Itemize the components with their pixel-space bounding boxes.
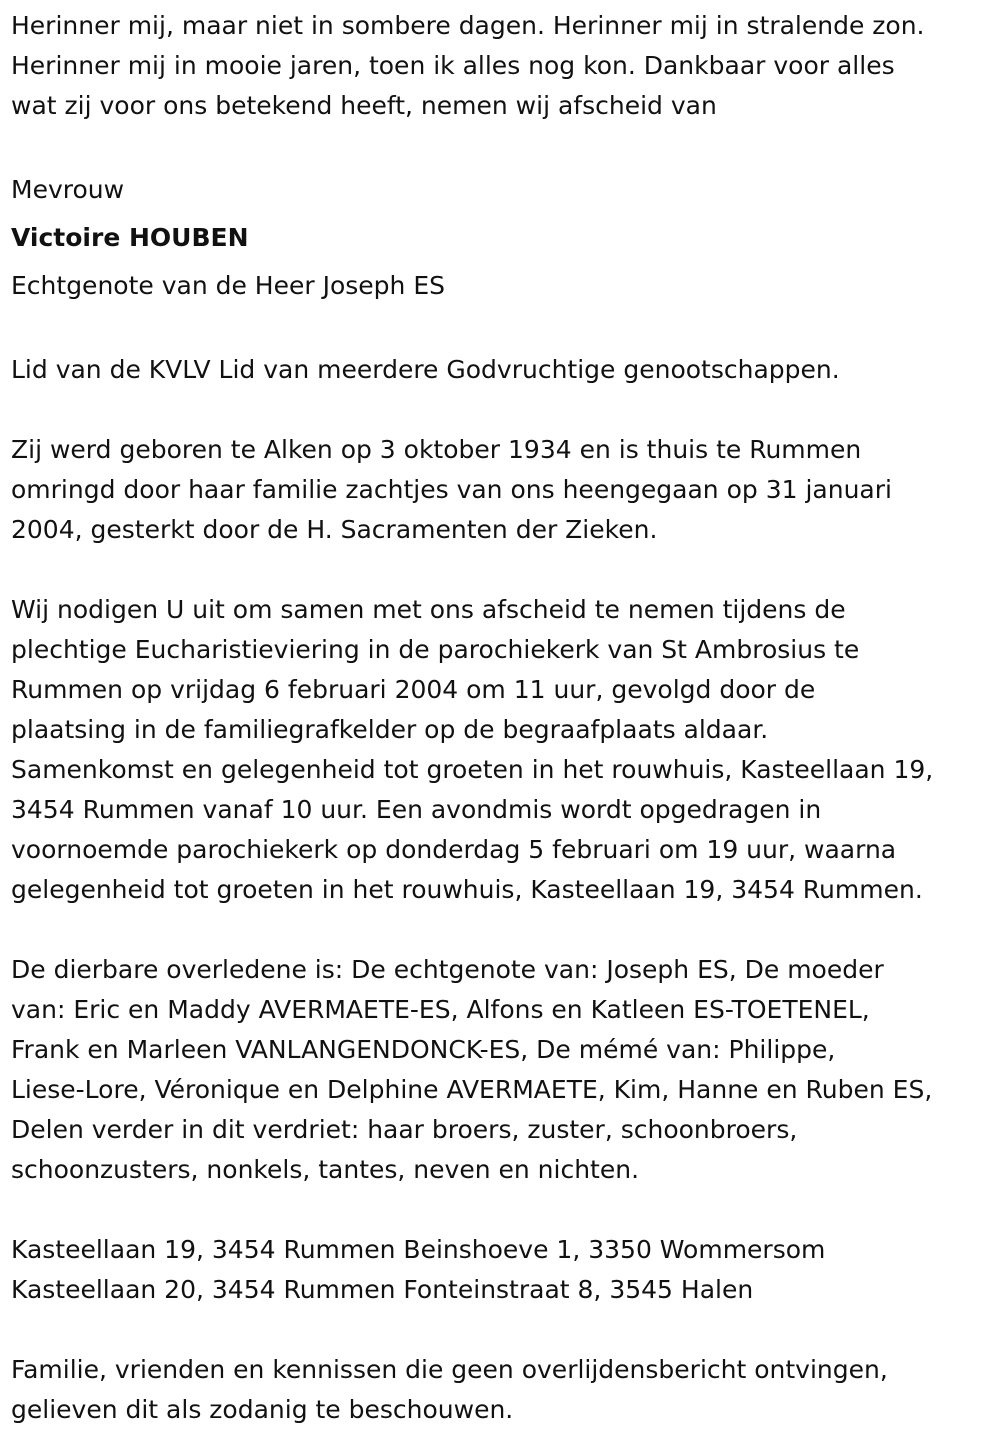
ceremony-line: Wij nodigen U uit om samen met ons afscheid te nemen tijdens de	[11, 595, 846, 624]
membership-line: Lid van de KVLV Lid van meerdere Godvruchtige genootschappen.	[11, 355, 840, 384]
address-line: Kasteellaan 19, 3454 Rummen Beinshoeve 1, 3350 Wommersom	[11, 1235, 826, 1264]
ceremony-line: plechtige Eucharistieviering in de parochiekerk van St Ambrosius te	[11, 635, 860, 664]
ceremony-line: gelegenheid tot groeten in het rouwhuis, Kasteellaan 19, 3454 Rummen.	[11, 875, 923, 904]
family-line: schoonzusters, nonkels, tantes, neven en nichten.	[11, 1155, 640, 1184]
spacer	[11, 310, 989, 350]
family-line: De dierbare overledene is: De echtgenote van: Joseph ES, De moeder	[11, 955, 884, 984]
ceremony-line: 3454 Rummen vanaf 10 uur. Een avondmis wordt opgedragen in	[11, 795, 822, 824]
deceased-name: Victoire HOUBEN	[11, 223, 249, 252]
person-block	[11, 166, 989, 310]
spacer	[11, 1190, 989, 1230]
ceremony-line: Samenkomst en gelegenheid tot groeten in het rouwhuis, Kasteellaan 19,	[11, 755, 934, 784]
intro-line: wat zij voor ons betekend heeft, nemen wij afscheid van	[11, 91, 717, 120]
membership-paragraph	[11, 350, 989, 390]
ceremony-line: voornoemde parochiekerk op donderdag 5 februari om 19 uur, waarna	[11, 835, 897, 864]
closing-line: gelieven dit als zodanig te beschouwen.	[11, 1395, 514, 1424]
spacer	[11, 390, 989, 430]
family-line: Delen verder in dit verdriet: haar broers, zuster, schoonbroers,	[11, 1115, 798, 1144]
salutation: Mevrouw	[11, 175, 125, 204]
ceremony-line: plaatsing in de familiegrafkelder op de begraafplaats aldaar.	[11, 715, 769, 744]
relation-line: Echtgenote van de Heer Joseph ES	[11, 271, 445, 300]
closing-paragraph	[11, 1350, 989, 1430]
birth-death-paragraph	[11, 430, 989, 550]
address-line: Kasteellaan 20, 3454 Rummen Fonteinstraat 8, 3545 Halen	[11, 1275, 754, 1304]
ceremony-line: Rummen op vrijdag 6 februari 2004 om 11 uur, gevolgd door de	[11, 675, 816, 704]
intro-line: Herinner mij, maar niet in sombere dagen. Herinner mij in stralende zon.	[11, 11, 925, 40]
birth-death-line: 2004, gesterkt door de H. Sacramenten der Zieken.	[11, 515, 658, 544]
birth-death-line: omringd door haar familie zachtjes van ons heengegaan op 31 januari	[11, 475, 892, 504]
ceremony-paragraph	[11, 590, 989, 910]
closing-line: Familie, vrienden en kennissen die geen overlijdensbericht ontvingen,	[11, 1355, 888, 1384]
family-line: Liese-Lore, Véronique en Delphine AVERMAETE, Kim, Hanne en Ruben ES,	[11, 1075, 933, 1104]
birth-death-line: Zij werd geboren te Alken op 3 oktober 1934 en is thuis te Rummen	[11, 435, 862, 464]
addresses-paragraph	[11, 1230, 989, 1310]
spacer	[11, 550, 989, 590]
family-line: van: Eric en Maddy AVERMAETE-ES, Alfons en Katleen ES-TOETENEL,	[11, 995, 870, 1024]
spacer	[11, 1310, 989, 1350]
intro-line: Herinner mij in mooie jaren, toen ik alles nog kon. Dankbaar voor alles	[11, 51, 895, 80]
spacer	[11, 910, 989, 950]
obituary-document	[11, 6, 989, 1430]
spacer	[11, 126, 989, 166]
family-line: Frank en Marleen VANLANGENDONCK-ES, De mémé van: Philippe,	[11, 1035, 836, 1064]
family-paragraph	[11, 950, 989, 1190]
intro-paragraph	[11, 6, 989, 126]
